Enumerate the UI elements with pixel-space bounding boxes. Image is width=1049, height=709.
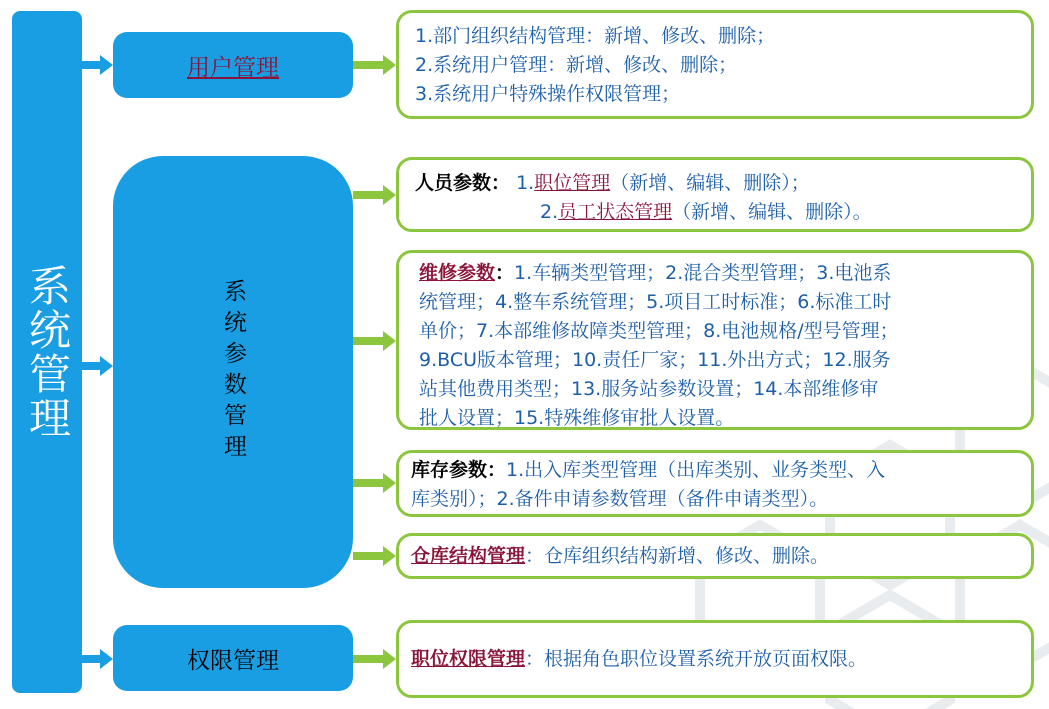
warehouse-structure-link[interactable]: 仓库结构管理 xyxy=(411,545,526,567)
user-detail-line: 2.系统用户管理：新增、修改、删除； xyxy=(415,54,738,76)
repair-detail-line: 单价；7.本部维修故障类型管理；8.电池规格/型号管理； xyxy=(419,320,899,342)
repair-detail-line: 9.BCU版本管理；10.责任厂家；11.外出方式；12.服务 xyxy=(419,349,891,371)
position-management-link[interactable]: 职位管理 xyxy=(534,172,611,194)
user-detail-line: 1.部门组织结构管理：新增、修改、删除； xyxy=(415,25,776,47)
personnel-parameters-box: 人员参数： 1.职位管理（新增、编辑、删除）； 2.员工状态管理（新增、编辑、删除）。 xyxy=(396,157,1034,232)
stock-parameters-label: 库存参数： xyxy=(411,459,507,481)
arrow-warehouse-box xyxy=(353,545,397,567)
arrow-root-user xyxy=(82,54,114,76)
repair-detail-line: 站其他费用类型；13.服务站参数设置；14.本部维修审 xyxy=(419,378,879,400)
permission-management-node[interactable]: 权限管理 xyxy=(113,625,353,691)
arrow-root-sysparam xyxy=(82,355,114,377)
stock-detail-line: 库类别）；2.备件申请参数管理（备件申请类型）。 xyxy=(411,488,829,510)
arrow-personnel-box xyxy=(353,184,397,206)
employee-status-link[interactable]: 员工状态管理 xyxy=(558,201,673,223)
position-permission-link[interactable]: 职位权限管理 xyxy=(411,648,526,670)
system-parameter-node[interactable]: 系统参数管理 xyxy=(113,156,353,588)
system-management-root: 系统管理 xyxy=(12,11,82,693)
user-management-node[interactable]: 用户管理 xyxy=(113,32,353,98)
repair-parameters-label[interactable]: 维修参数 xyxy=(419,262,496,284)
arrow-perm-box xyxy=(353,648,397,670)
personnel-parameters-label: 人员参数： xyxy=(415,172,511,194)
repair-detail-line: 统管理；4.整车系统管理；5.项目工时标准；6.标准工时 xyxy=(419,291,892,313)
arrow-user-box xyxy=(353,54,397,76)
repair-parameters-box: 维修参数：1.车辆类型管理；2.混合类型管理；3.电池系 统管理；4.整车系统管理；5.项目工时标准；6.标准工时 单价；7.本部维修故障类型管理；8.电池规格/型号管理； 9.BCU版本管理；10.责任厂家；11.外出方式；12.服务 站其他费用类型；13.服务站参数设置；14.本部维修审 批人设置；15.特殊维修审批人设置。 xyxy=(396,250,1034,430)
repair-detail-line: 批人设置；15.特殊维修审批人设置。 xyxy=(419,407,735,429)
warehouse-structure-box: 仓库结构管理：仓库组织结构新增、修改、删除。 xyxy=(396,533,1034,579)
user-management-details xyxy=(396,10,1034,119)
arrow-stock-box xyxy=(353,472,397,494)
user-detail-line: 3.系统用户特殊操作权限管理； xyxy=(415,83,681,105)
arrow-root-perm xyxy=(82,648,114,670)
arrow-repair-box xyxy=(353,330,397,352)
stock-parameters-box: 库存参数：1.出入库类型管理（出库类别、业务类型、入 库类别）；2.备件申请参数管理（备件申请类型）。 xyxy=(396,450,1034,517)
position-permission-box: 职位权限管理：根据角色职位设置系统开放页面权限。 xyxy=(396,620,1034,698)
